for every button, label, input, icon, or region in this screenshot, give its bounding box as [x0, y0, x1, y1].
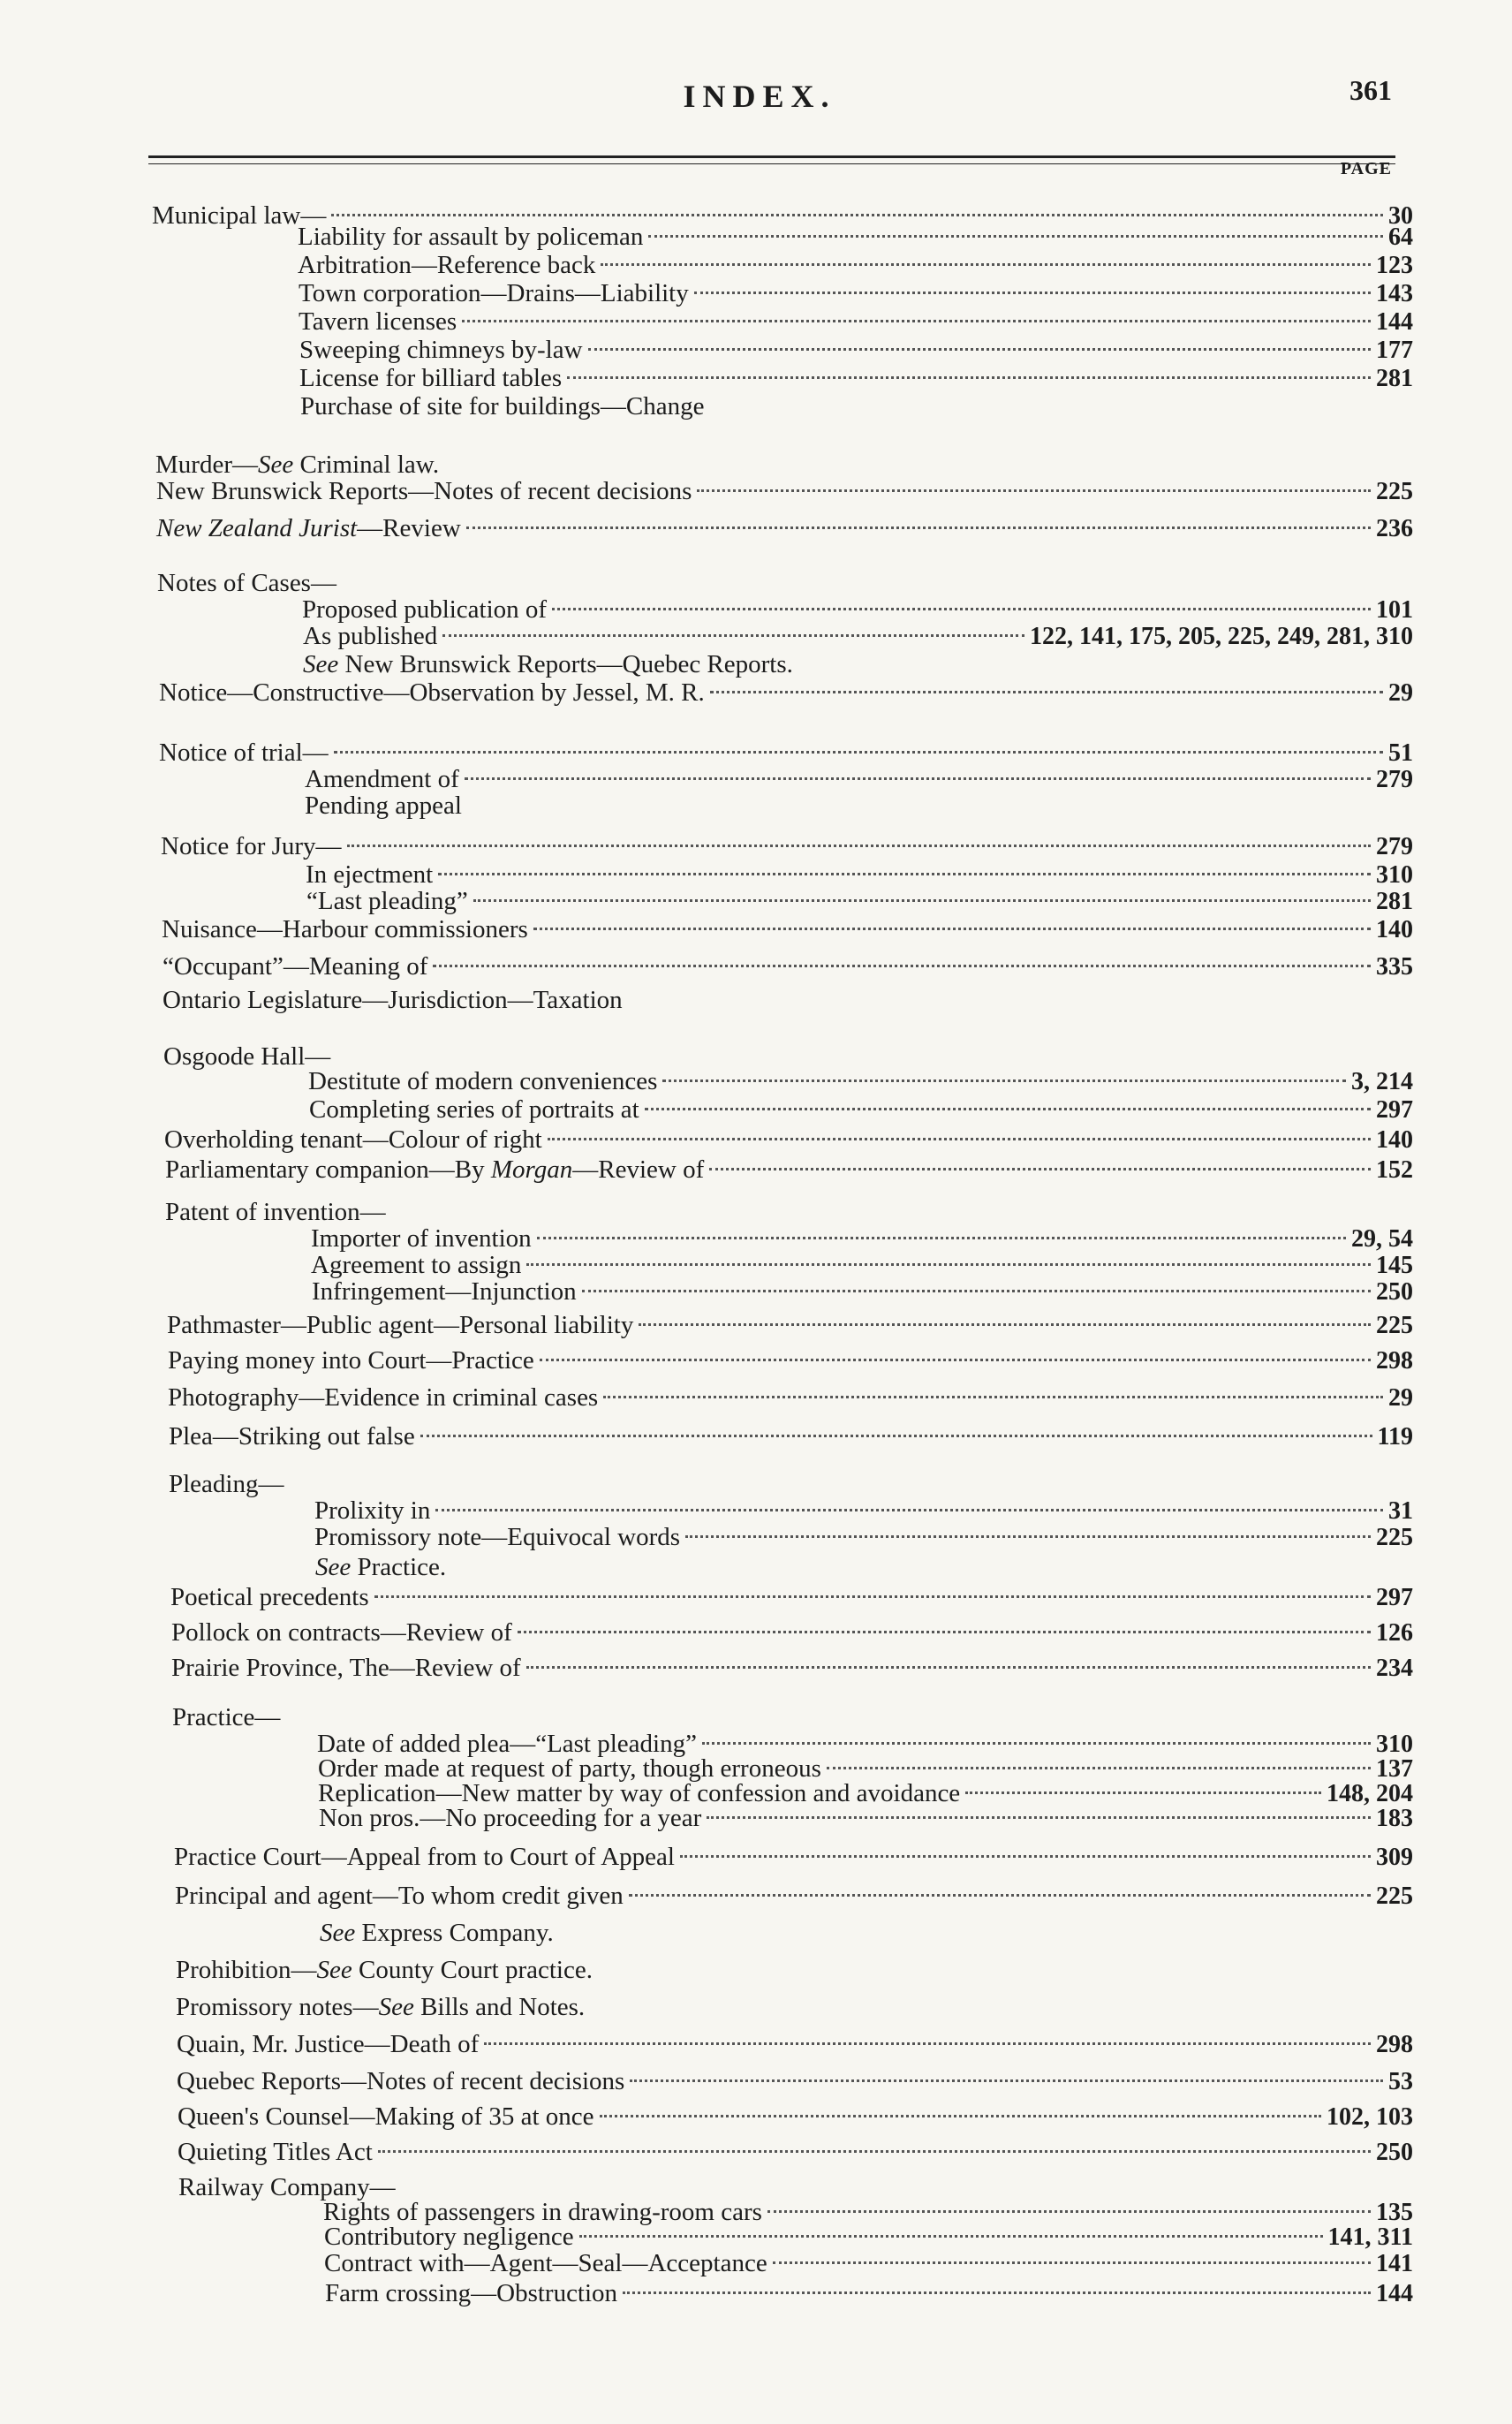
dot-leader [588, 348, 1371, 351]
page-reference: 225 [1376, 1882, 1413, 1910]
entry-label: Principal and agent—To whom credit given [175, 1882, 624, 1910]
index-entry [159, 739, 1413, 769]
dot-leader [694, 292, 1371, 294]
dot-leader [685, 1535, 1371, 1538]
entry-text [303, 650, 793, 679]
index-subentry [324, 2223, 1413, 2253]
entry-text [167, 1311, 633, 1340]
dot-leader [630, 2079, 1383, 2082]
entry-label: License for billiard tables [299, 364, 563, 392]
index-subentry [314, 1496, 1413, 1526]
dot-leader [420, 1435, 1372, 1437]
entry-label: Photography—Evidence in criminal cases [168, 1383, 599, 1412]
dot-leader [603, 1396, 1383, 1398]
italic-title: Morgan [490, 1155, 573, 1184]
entry-label: Plea—Striking out false [169, 1422, 415, 1451]
entry-prefix: Parliamentary companion—By [165, 1155, 491, 1184]
page-reference: 281 [1376, 888, 1413, 915]
entry-label: “Occupant”—Meaning of [163, 952, 428, 981]
entry-label: Agreement to assign [311, 1251, 522, 1279]
entry-text [324, 2223, 574, 2252]
page-reference: 140 [1376, 916, 1413, 943]
entry-label: Quebec Reports—Notes of recent decisions [177, 2067, 625, 2095]
dot-leader [601, 263, 1371, 266]
entry-prefix: Promissory notes— [176, 1993, 379, 2021]
page-reference: 123 [1376, 252, 1413, 279]
entry-label: Notice—Constructive—Observation by Jessel, M. R. [159, 678, 705, 707]
entry-label: Proposed publication of [302, 595, 548, 624]
page-reference: 225 [1376, 1524, 1413, 1551]
index-subentry [314, 1523, 1413, 1553]
page-reference: 122, 141, 175, 205, 225, 249, 281, 310 [1030, 623, 1413, 650]
entry-label: Criminal law. [293, 451, 440, 479]
dot-leader [347, 845, 1371, 847]
index-entry [170, 1583, 1413, 1613]
entry-text [163, 952, 427, 981]
dot-leader [623, 2291, 1371, 2294]
entry-label: Queen's Counsel—Making of 35 at once [178, 2102, 594, 2131]
index-subentry [303, 622, 1413, 652]
dot-leader [540, 1359, 1371, 1361]
index-subentry [309, 1095, 1413, 1125]
entry-label: Rights of passengers in drawing-room cars [323, 2198, 762, 2226]
entry-label: County Court practice. [352, 1956, 593, 1984]
dot-leader [662, 1079, 1346, 1082]
page-reference: 144 [1376, 308, 1413, 336]
page-reference: 53 [1388, 2068, 1413, 2095]
index-entry [168, 1346, 1413, 1376]
entry-label: Promissory note—Equivocal words [314, 1523, 681, 1551]
index-entry [156, 514, 1413, 544]
index-subentry [298, 251, 1413, 281]
dot-leader [648, 235, 1383, 238]
entry-text [306, 860, 433, 890]
dot-leader [374, 1595, 1371, 1598]
dot-leader [465, 777, 1371, 780]
page-reference: 183 [1376, 1805, 1413, 1832]
entry-text [312, 1277, 577, 1307]
entry-text [168, 1346, 534, 1375]
entry-label: Poetical precedents [170, 1583, 369, 1611]
entry-text [178, 2102, 594, 2132]
dot-leader [334, 751, 1383, 754]
entry-text [325, 2279, 617, 2308]
entry-text [169, 1470, 284, 1499]
entry-text [311, 1251, 521, 1280]
page-reference: 281 [1376, 365, 1413, 392]
entry-text [302, 595, 547, 625]
page-reference: 64 [1388, 223, 1413, 251]
index-entry [174, 1843, 1413, 1873]
entry-label: “Last pleading” [306, 887, 468, 915]
index-subentry [315, 1553, 1413, 1583]
dot-leader [639, 1323, 1371, 1326]
entry-text [156, 477, 692, 506]
entry-label: —Review of [572, 1155, 705, 1184]
page-reference: 177 [1376, 337, 1413, 364]
dot-leader [435, 1509, 1383, 1511]
entry-label: Osgoode Hall— [163, 1042, 331, 1071]
entry-text [298, 251, 595, 280]
dot-leader [697, 489, 1371, 492]
page-reference: 234 [1376, 1655, 1413, 1682]
page-reference: 236 [1376, 515, 1413, 542]
page-reference: 297 [1376, 1096, 1413, 1124]
dot-leader [707, 1816, 1371, 1819]
entry-label: Town corporation—Drains—Liability [299, 279, 689, 307]
page-reference: 279 [1376, 766, 1413, 793]
dot-leader [537, 1237, 1346, 1239]
entry-text [299, 279, 689, 308]
entry-text [172, 1703, 280, 1732]
page-reference: 141 [1376, 2250, 1413, 2277]
page-reference: 126 [1376, 1619, 1413, 1647]
page-reference: 298 [1376, 2031, 1413, 2058]
entry-label: Municipal law— [152, 201, 327, 230]
entry-label: Railway Company— [178, 2173, 396, 2201]
index-subentry [302, 595, 1413, 625]
dot-leader [629, 1894, 1371, 1897]
entry-label: Practice Court—Appeal from to Court of Appeal [174, 1843, 675, 1871]
index-entry [177, 2030, 1413, 2060]
page-reference: 225 [1376, 478, 1413, 505]
dot-leader [533, 928, 1371, 930]
italic-title: New Zealand Jurist [156, 514, 358, 542]
entry-label: Notes of Cases— [157, 569, 336, 597]
entry-label: Sweeping chimneys by-law [299, 336, 583, 364]
entry-text [177, 2067, 624, 2096]
index-entry [167, 1311, 1413, 1341]
page-reference: 309 [1376, 1844, 1413, 1871]
entry-text [298, 223, 643, 252]
index-subentry [306, 860, 1413, 890]
entry-text [155, 451, 439, 480]
entry-label: Date of added plea—“Last pleading” [317, 1730, 697, 1758]
page-reference: 3, 214 [1351, 1068, 1413, 1095]
entry-text [324, 2249, 767, 2278]
entry-text [159, 678, 705, 708]
page-reference: 51 [1388, 739, 1413, 767]
page-reference: 310 [1376, 861, 1413, 889]
index-entry [176, 1956, 1413, 1986]
entry-label: Pending appeal [305, 792, 462, 820]
page-title: INDEX. [683, 79, 836, 114]
entry-text [171, 1654, 521, 1683]
entry-text [315, 1553, 446, 1582]
entry-label: Destitute of modern conveniences [308, 1067, 658, 1095]
entry-label: In ejectment [306, 860, 434, 889]
entry-text [176, 1993, 585, 2022]
index-subentry [299, 307, 1413, 337]
dot-leader [552, 608, 1371, 610]
page-reference: 148, 204 [1327, 1780, 1413, 1807]
index-subentry [299, 336, 1413, 366]
dot-leader [548, 1138, 1371, 1140]
entry-text [163, 986, 623, 1015]
entry-text [309, 1095, 639, 1125]
entry-text [170, 1583, 369, 1612]
page-reference: 137 [1376, 1755, 1413, 1783]
index-entry [171, 1618, 1413, 1648]
index-entry [176, 1993, 1413, 2023]
entry-text [175, 1882, 624, 1911]
index-entry [178, 2138, 1413, 2168]
entry-text [305, 765, 459, 794]
dot-leader [473, 899, 1371, 902]
page-reference: 145 [1376, 1252, 1413, 1279]
entry-label: Importer of invention [311, 1224, 532, 1253]
entry-label: Practice. [351, 1553, 447, 1581]
see-reference: See [257, 451, 294, 479]
page-reference: 140 [1376, 1126, 1413, 1154]
entry-label: Quain, Mr. Justice—Death of [177, 2030, 480, 2058]
entry-label: Express Company. [355, 1919, 554, 1947]
index-entry [172, 1703, 1413, 1733]
page-reference: 29, 54 [1351, 1225, 1413, 1253]
index-subentry [324, 2249, 1413, 2279]
entry-label: Bills and Notes. [413, 1993, 586, 2021]
index-subentry [325, 2279, 1413, 2309]
entry-label: Paying money into Court—Practice [168, 1346, 534, 1375]
entry-text [299, 307, 457, 337]
index-entry [163, 952, 1413, 982]
page-column-heading: PAGE [1340, 159, 1392, 178]
entry-label: Pathmaster—Public agent—Personal liability [167, 1311, 634, 1339]
index-entry [164, 1125, 1413, 1155]
entry-label: Amendment of [305, 765, 459, 793]
dot-leader [680, 1855, 1371, 1858]
entry-label: Liability for assault by policeman [298, 223, 644, 251]
entry-label: Order made at request of party, though erroneous [318, 1754, 821, 1783]
index-entry [156, 477, 1413, 507]
entry-text [311, 1224, 532, 1254]
entry-text [299, 364, 562, 393]
index-entry [171, 1654, 1413, 1684]
entry-text [168, 1383, 598, 1413]
entry-text [320, 1919, 554, 1948]
index-entry [161, 832, 1413, 862]
page-reference: 225 [1376, 1312, 1413, 1339]
entry-label: Prolixity in [314, 1496, 431, 1525]
index-entry [175, 1882, 1413, 1912]
entry-label: Contributory negligence [324, 2223, 574, 2251]
see-reference: See [378, 1993, 414, 2021]
entry-text [157, 569, 336, 598]
dot-leader [331, 214, 1383, 216]
page-reference: 143 [1376, 280, 1413, 307]
index-subentry [306, 887, 1413, 917]
dot-leader [378, 2150, 1371, 2153]
dot-leader [767, 2210, 1371, 2213]
entry-text [314, 1523, 680, 1552]
index-entry [163, 986, 1413, 1016]
dot-leader [518, 1631, 1371, 1633]
entry-label: Completing series of portraits at [309, 1095, 639, 1124]
entry-text [174, 1843, 675, 1872]
entry-label: Arbitration—Reference back [298, 251, 596, 279]
entry-text [303, 622, 437, 651]
entry-prefix: Prohibition— [176, 1956, 317, 1984]
page-reference: 135 [1376, 2199, 1413, 2226]
entry-text [178, 2138, 373, 2167]
dot-leader [484, 2042, 1371, 2045]
entry-text [314, 1496, 430, 1526]
dot-leader [702, 1742, 1371, 1745]
page-reference: 141, 311 [1327, 2223, 1413, 2251]
dot-leader [567, 376, 1371, 379]
entry-text [165, 1155, 704, 1185]
page-reference: 298 [1376, 1347, 1413, 1375]
page-reference: 310 [1376, 1731, 1413, 1758]
entry-label: Ontario Legislature—Jurisdiction—Taxation [163, 986, 623, 1014]
entry-label: Overholding tenant—Colour of right [164, 1125, 542, 1154]
dot-leader [709, 1168, 1371, 1170]
entry-label: Practice— [172, 1703, 281, 1731]
entry-text [319, 1804, 701, 1833]
entry-text [171, 1618, 512, 1648]
page-reference: 31 [1388, 1497, 1413, 1525]
page-reference: 297 [1376, 1584, 1413, 1611]
dot-leader [442, 634, 1024, 637]
index-entry [178, 2102, 1413, 2132]
dot-leader [827, 1767, 1371, 1769]
index-subentry [320, 1919, 1413, 1949]
page-reference: 29 [1388, 679, 1413, 707]
index-entry [165, 1198, 1413, 1228]
dot-leader [582, 1290, 1371, 1292]
dot-leader [710, 691, 1383, 693]
entry-text [308, 1067, 657, 1096]
page-reference: 335 [1376, 953, 1413, 981]
entry-label: Contract with—Agent—Seal—Acceptance [324, 2249, 767, 2277]
entry-label: Farm crossing—Obstruction [325, 2279, 618, 2307]
entry-text [176, 1956, 593, 1985]
page-reference: 101 [1376, 596, 1413, 624]
entry-label: Pollock on contracts—Review of [171, 1618, 512, 1647]
entry-label: Pleading— [169, 1470, 284, 1498]
page-reference: 250 [1376, 2139, 1413, 2166]
page-reference: 144 [1376, 2280, 1413, 2307]
index-subentry [308, 1067, 1413, 1097]
index-subentry [298, 223, 1413, 253]
index-entry [165, 1155, 1413, 1185]
index-subentry [303, 650, 1413, 680]
entry-text [165, 1198, 386, 1227]
index-entry [177, 2067, 1413, 2097]
index-entry [169, 1470, 1413, 1500]
dot-leader [645, 1108, 1371, 1110]
entry-text [164, 1125, 542, 1155]
entry-text [300, 392, 704, 421]
index-entry [168, 1383, 1413, 1413]
entry-text [306, 887, 468, 916]
entry-label: Non pros.—No proceeding for a year [319, 1804, 702, 1832]
entry-label: Prairie Province, The—Review of [171, 1654, 521, 1682]
entry-label: New Brunswick Reports—Notes of recent decisions [156, 477, 692, 505]
index-entry [157, 569, 1413, 599]
page-reference: 250 [1376, 1278, 1413, 1306]
see-reference: See [320, 1919, 356, 1947]
dot-leader [600, 2115, 1321, 2117]
index-subentry [305, 765, 1413, 795]
entry-text [156, 514, 461, 543]
page-reference: 119 [1377, 1423, 1413, 1451]
dot-leader [433, 965, 1371, 967]
see-reference: See [303, 650, 339, 678]
index-entry [155, 451, 1413, 481]
dot-leader [466, 526, 1371, 529]
see-reference: See [316, 1956, 352, 1984]
page-reference: 152 [1376, 1156, 1413, 1184]
entry-label: As published [303, 622, 438, 650]
entry-text [305, 792, 462, 821]
entry-label: —Review [357, 514, 461, 542]
entry-text [163, 1042, 330, 1072]
entry-label: Tavern licenses [299, 307, 457, 336]
page-number: 361 [1349, 74, 1392, 106]
entry-text [162, 915, 528, 944]
index-subentry [299, 364, 1413, 394]
index-entry [162, 915, 1413, 945]
entry-text [161, 832, 342, 861]
entry-label: Notice of trial— [159, 739, 329, 767]
index-subentry [300, 392, 1413, 422]
index-subentry [319, 1804, 1413, 1834]
dot-leader [579, 2235, 1323, 2238]
see-reference: See [315, 1553, 352, 1581]
dot-leader [965, 1791, 1321, 1794]
dot-leader [462, 320, 1371, 322]
page-reference: 30 [1388, 202, 1413, 230]
index-subentry [305, 792, 1413, 822]
entry-text [159, 739, 329, 768]
page-reference: 279 [1376, 833, 1413, 860]
entry-label: Replication—New matter by way of confession and avoidance [318, 1779, 961, 1807]
index-entry [169, 1422, 1413, 1452]
dot-leader [526, 1666, 1371, 1669]
dot-leader [526, 1263, 1371, 1266]
entry-label: Nuisance—Harbour commissioners [162, 915, 528, 943]
page-reference: 29 [1388, 1384, 1413, 1412]
entry-label: New Brunswick Reports—Quebec Reports. [338, 650, 793, 678]
dot-leader [773, 2261, 1371, 2264]
index-entry [159, 678, 1413, 708]
entry-label: Notice for Jury— [161, 832, 342, 860]
entry-label: Infringement—Injunction [312, 1277, 577, 1306]
entry-text [177, 2030, 479, 2059]
dot-leader [438, 873, 1371, 875]
index-subentry [311, 1251, 1413, 1281]
entry-prefix: Murder— [155, 451, 258, 479]
index-subentry [299, 279, 1413, 309]
page-reference: 102, 103 [1327, 2103, 1413, 2131]
entry-label: Quieting Titles Act [178, 2138, 373, 2166]
entry-text [299, 336, 583, 365]
index-subentry [312, 1277, 1413, 1307]
entry-label: Purchase of site for buildings—Change [300, 392, 705, 420]
entry-text [169, 1422, 415, 1451]
entry-label: Patent of invention— [165, 1198, 386, 1226]
index-subentry [311, 1224, 1413, 1254]
